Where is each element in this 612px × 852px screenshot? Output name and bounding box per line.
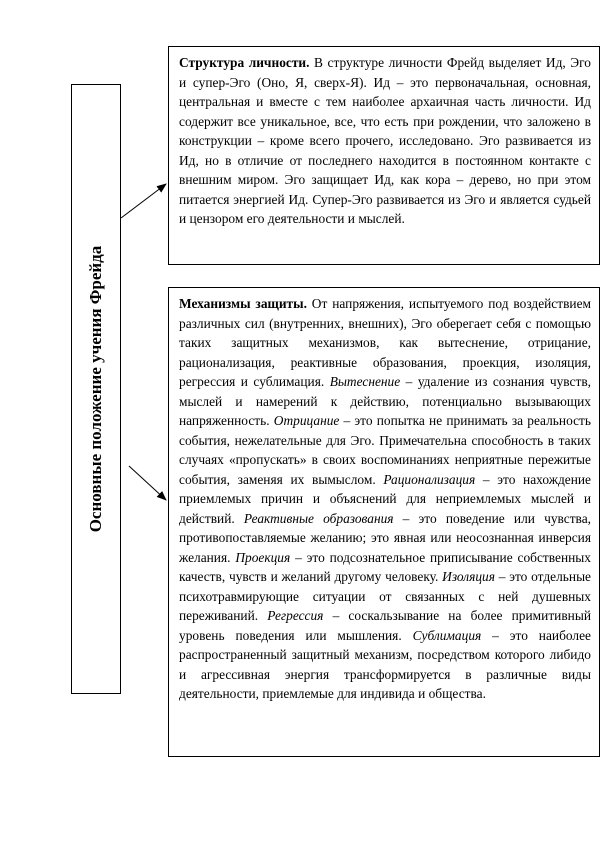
personality-structure-box: [168, 46, 600, 265]
def-denial: – это попытка не принимать за реальность события, нежелательные для Эго. Примечательна способность в таких случаях «пропускать» в своих воспоминаниях неприятные пережитые события, заменяя их вымыслом.: [179, 413, 591, 487]
def-sublimation: – это наиболее распространенный защитный механизм, посредством которого либидо и агрессивная энергия трансформируется в различные виды деятельности, приемлемые для индивида и общества.: [179, 627, 591, 701]
side-label: Основные положение учения Фрейда: [86, 245, 105, 533]
def-isolation: – это отдельные психотравмирующие ситуации от связанных с ней душевных переживаний.: [179, 569, 592, 623]
defense-title: Механизмы защиты.: [179, 296, 307, 311]
defense-mechanisms-box: [168, 287, 600, 757]
def-projection: – это подсознательное приписывание собственных качеств, чувств и желаний другому человеку.: [179, 549, 591, 584]
arrow-to-structure: [121, 184, 166, 218]
term-sublimation: Сублимация: [412, 627, 482, 643]
term-reaction-formation: Реактивные образования: [243, 510, 394, 526]
term-isolation: Изоляция: [442, 569, 495, 584]
term-repression: Вытеснение: [329, 374, 401, 389]
term-denial: Отрицание: [273, 413, 340, 428]
arrow-to-defense: [129, 466, 166, 500]
structure-text: В структуре личности Фрейд выделяет Ид, Эго и супер-Эго (Оно, Я, сверх-Я). Ид – это первоначальная, основная, центральная и вместе с тем наиболее архаичная часть личности. Ид содержит все уникальное, все, что есть при рождении, что заложено в конструкции – кроме всего прочего, исследовано. Эго развивается из Ид, но в отличие от последнего находится в постоянном контакте с внешним миром. Эго защищает Ид, как кора – дерево, но при этом питается энергией Ид. Супер-Эго развивается из Эго и является судьей и цензором его деятельности и мыслей.: [179, 55, 591, 226]
term-projection: Проекция: [235, 549, 291, 565]
def-repression: – удаление из сознания чувств, мыслей и намерений к действию, потенциально вызывающих напряженность.: [179, 374, 591, 428]
structure-title: Структура личности.: [179, 55, 310, 70]
defense-intro: От напряжения, испытуемого под воздействием различных сил (внутренних, внешних), Эго оберегает себя с помощью таких защитных механизмов, как вытеснение, отрицание, рационализация, реактивные образования, проекция, изоляция, регрессия и сублимация.: [179, 296, 592, 389]
def-rationalization: – это нахождение приемлемых причин и объяснений для неприемлемых мыслей и действий.: [179, 471, 591, 526]
term-regression: Регрессия: [267, 608, 324, 623]
def-reaction-formation: – это поведение или чувства, противопоставляемые желанию; это явная или неосознанная инверсия желания.: [179, 510, 591, 565]
term-rationalization: Рационализация: [383, 471, 476, 487]
freud-main-box: [71, 84, 121, 694]
def-regression: – соскальзывание на более примитивный уровень поведения или мышления.: [179, 608, 591, 643]
